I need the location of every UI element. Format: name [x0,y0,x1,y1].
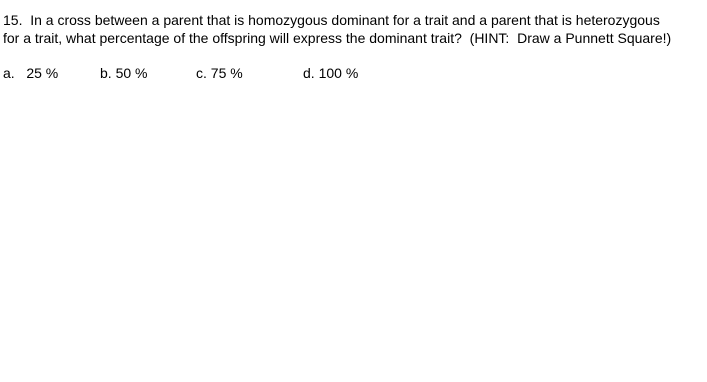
answer-choice-a: a. 25 % [3,65,59,81]
question-line-2: for a trait, what percentage of the offspring will express the dominant trait? (HINT: Draw a Punnett Square!) [3,30,672,46]
answer-choice-d: d. 100 % [303,65,359,81]
question-text [3,11,703,47]
answer-choice-c: c. 75 % [196,65,243,81]
answer-choice-b: b. 50 % [100,65,148,81]
question-line-1: 15. In a cross between a parent that is homozygous dominant for a trait and a parent that is heterozygous [3,12,660,28]
